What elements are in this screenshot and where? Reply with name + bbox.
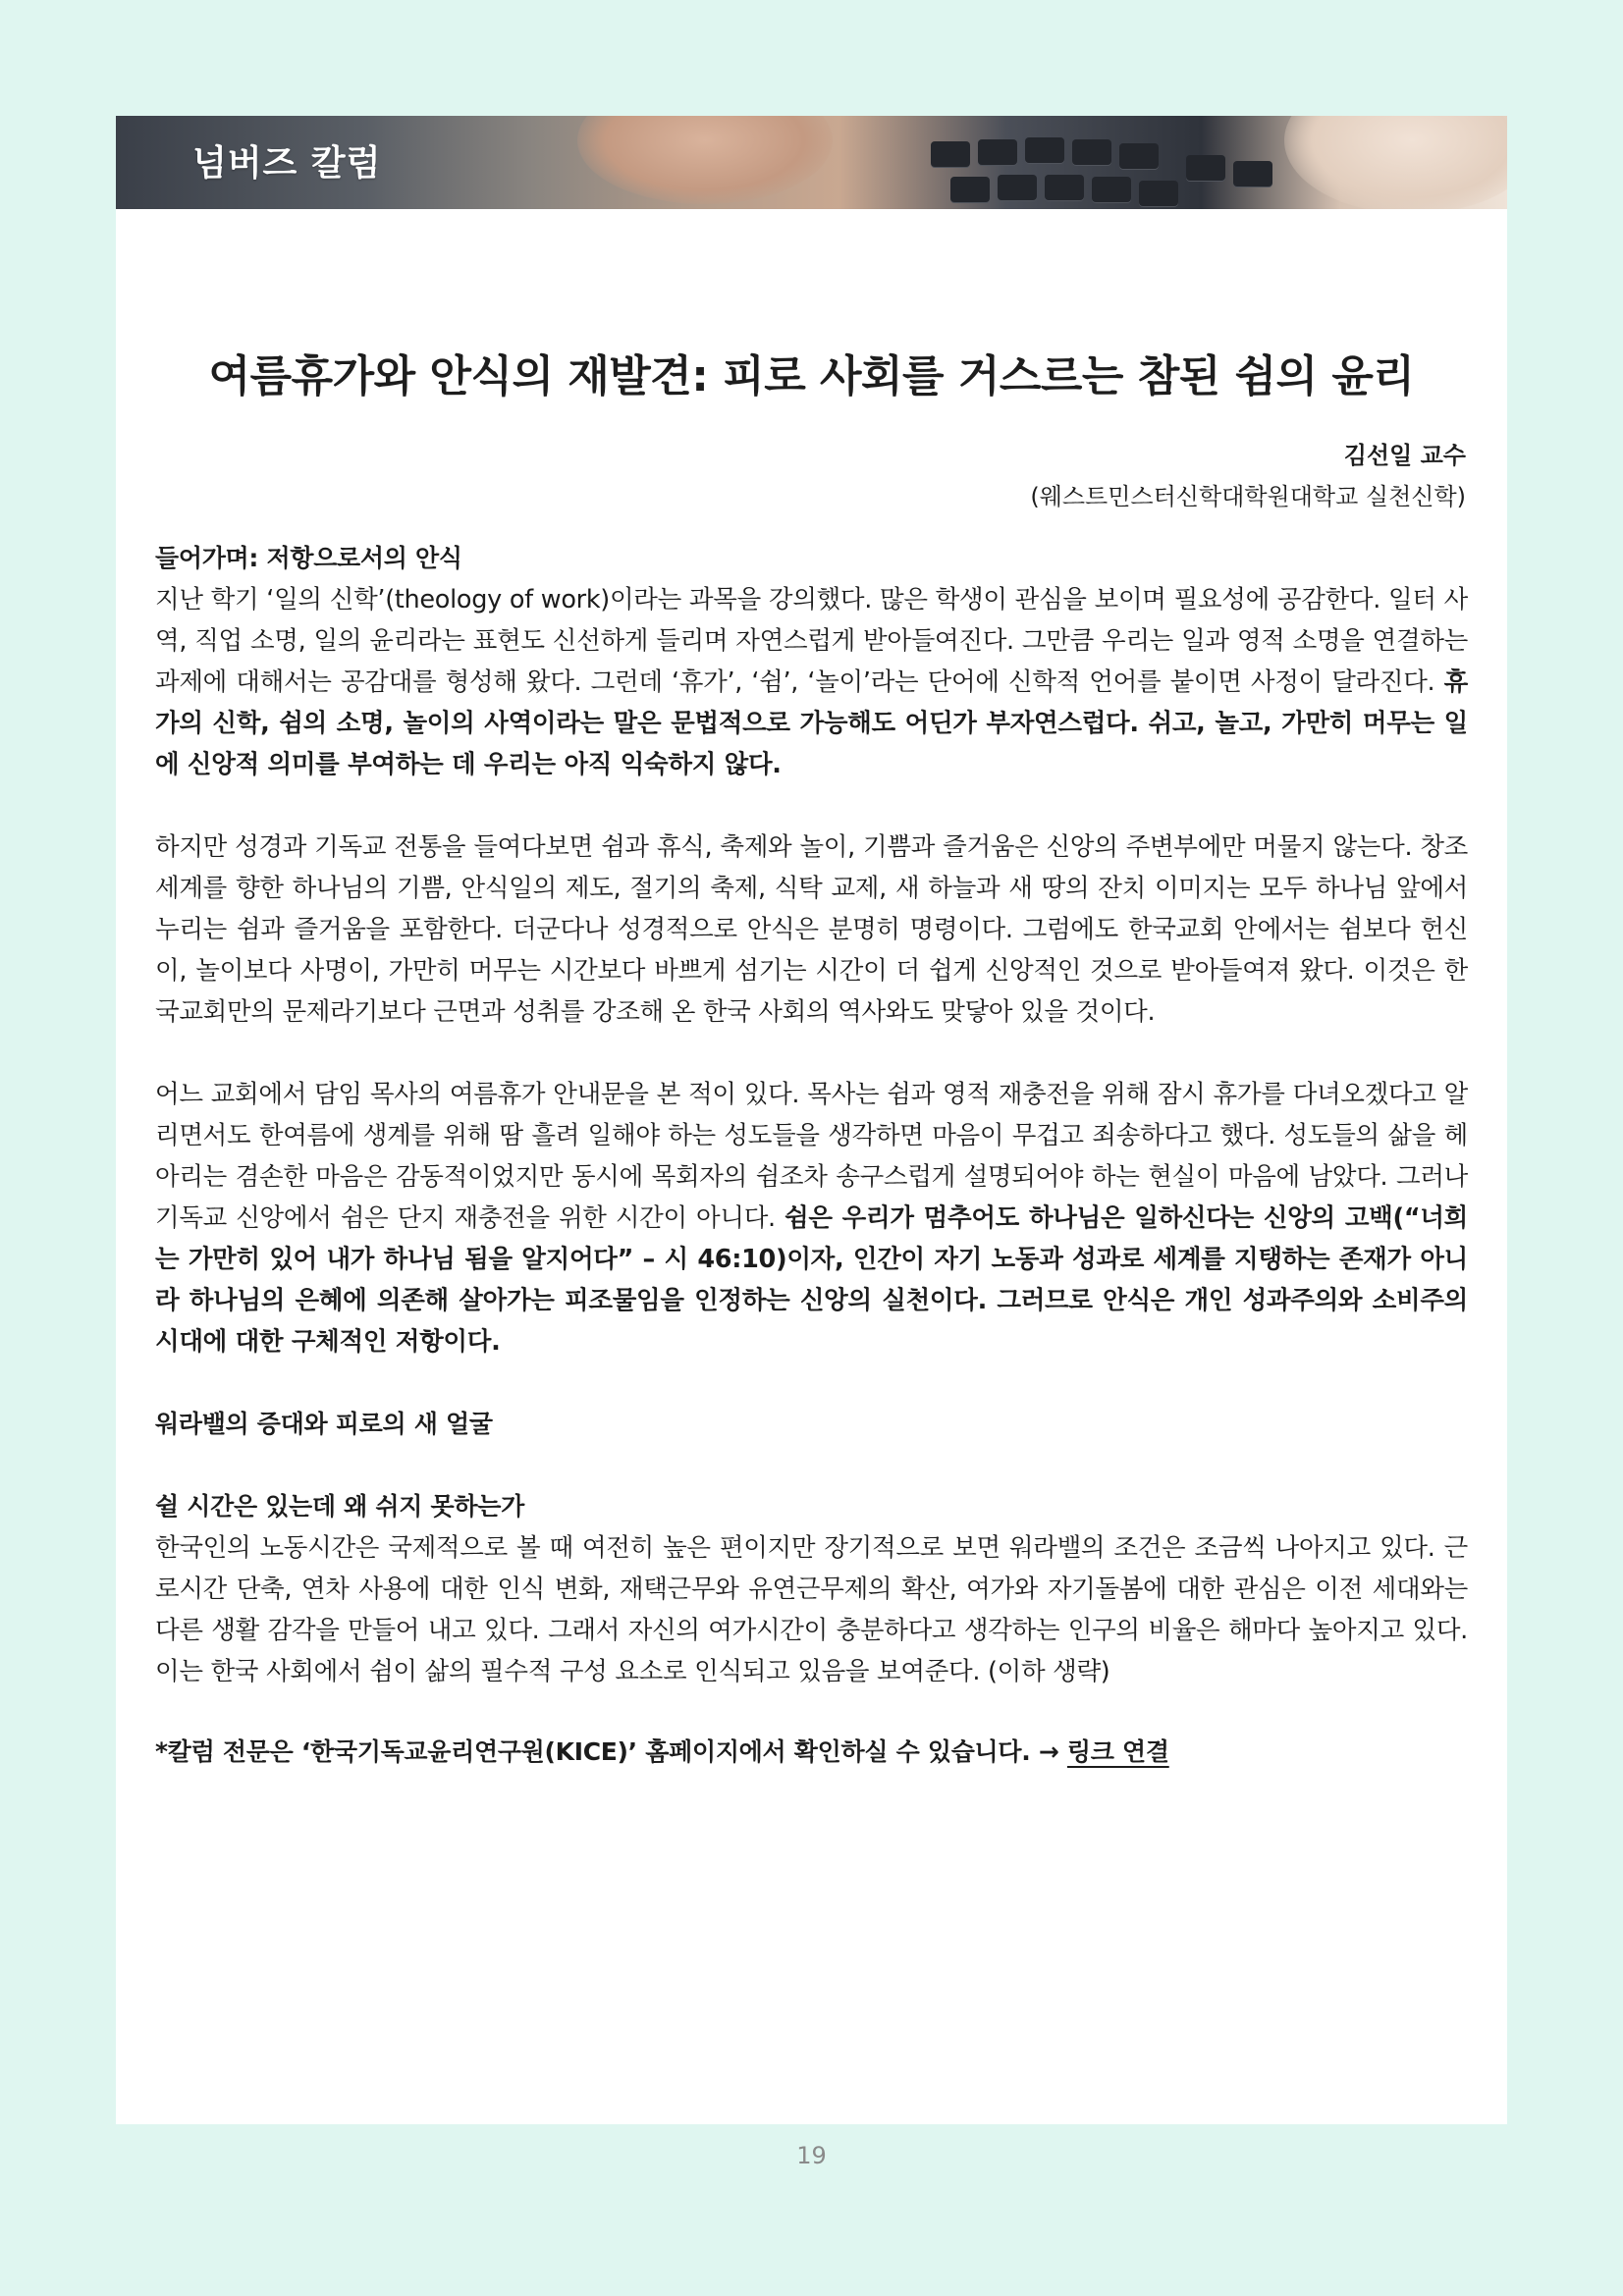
- paragraph-text: 지난 학기 ‘일의 신학’(theology of work)이라는 과목을 강의했다. 많은 학생이 관심을 보이며 필요성에 공감한다. 일터 사역, 직업 소명, 일의 윤리라는 표현도 신선하게 들리며 자연스럽게 받아들여진다. 그만큼 우리는 일과 영적 소명을 연결하는 과제에 대해서는 공감대를 형성해 왔다. 그런데 ‘휴가’, ‘쉼’, ‘놀이’라는 단어에 신학적 언어를 붙이면 사정이 달라진다.: [155, 585, 1468, 697]
- byline: [1030, 435, 1466, 517]
- banner-photo-hand: [577, 116, 833, 204]
- paragraph: 한국인의 노동시간은 국제적으로 볼 때 여전히 높은 편이지만 장기적으로 보면 워라밸의 조건은 조금씩 나아지고 있다. 근로시간 단축, 연차 사용에 대한 인식 변화, 재택근무와 유연근무제의 확산, 여가와 자기돌봄에 대한 관심은 이전 세대와는 다른 생활 감각을 만들어 내고 있다. 그래서 자신의 여가시간이 충분하다고 생각하는 인구의 비율은 해마다 높아지고 있다. 이는 한국 사회에서 쉼이 삶의 필수적 구성 요소로 인식되고 있음을 보여준다. (이하 생략): [155, 1533, 1468, 1686]
- page-number: 19: [796, 2142, 827, 2169]
- footer-note: [155, 1732, 1468, 1773]
- paragraph-text: 어느 교회에서 담임 목사의 여름휴가 안내문을 본 적이 있다. 목사는 쉼과 영적 재충전을 위해 잠시 휴가를 다녀오겠다고 알리면서도 한여름에 생계를 위해 땀 흘려 일해야 하는 성도들을 생각하면 마음이 무겁고 죄송하다고 했다. 성도들의 삶을 헤아리는 겸손한 마음은 감동적이었지만 동시에 목회자의 쉼조차 송구스럽게 설명되어야 하는 현실이 마음에 남았다. 그러나 기독교 신앙에서 쉼은 단지 재충전을 위한 시간이 아니다.: [155, 1080, 1468, 1233]
- section-heading: 들어가며: 저항으로서의 안식: [155, 544, 462, 572]
- article-body: [155, 538, 1468, 1773]
- paragraph: [155, 579, 1468, 785]
- banner-photo-keyboard: [921, 133, 1333, 209]
- author-name: 김선일 교수: [1343, 442, 1466, 469]
- link-button[interactable]: 링크 연결: [1066, 1737, 1169, 1766]
- paragraph: [155, 1074, 1468, 1362]
- page-card: [116, 116, 1507, 2124]
- section-label: 넘버즈 칼럼: [192, 143, 382, 184]
- paragraph-emphasis: 휴가의 신학, 쉼의 소명, 놀이의 사역이라는 말은 문법적으로 가능해도 어딘가 부자연스럽다. 쉬고, 놀고, 가만히 머무는 일에 신앙적 의미를 부여하는 데 우리는 아직 익숙하지 않다.: [155, 667, 1468, 779]
- paragraph: 하지만 성경과 기독교 전통을 들여다보면 쉼과 휴식, 축제와 놀이, 기쁨과 즐거움은 신앙의 주변부에만 머물지 않는다. 창조 세계를 향한 하나님의 기쁨, 안식일의 제도, 절기의 축제, 식탁 교제, 새 하늘과 새 땅의 잔치 이미지는 모두 하나님 앞에서 누리는 쉼과 즐거움을 포함한다. 더군다나 성경적으로 안식은 분명히 명령이다. 그럼에도 한국교회 안에서는 쉼보다 헌신이, 놀이보다 사명이, 가만히 머무는 시간보다 바쁘게 섬기는 시간이 더 쉽게 신앙적인 것으로 받아들여져 왔다. 이것은 한국교회만의 문제라기보다 근면과 성취를 강조해 온 한국 사회의 역사와도 맞닿아 있을 것이다.: [155, 832, 1469, 1027]
- paragraph-emphasis: 쉼은 우리가 멈추어도 하나님은 일하신다는 신앙의 고백(“너희는 가만히 있어 내가 하나님 됨을 알지어다” – 시 46:10)이자, 인간이 자기 노동과 성과로 세계를 지탱하는 존재가 아니라 하나님의 은혜에 의존해 살아가는 피조물임을 인정하는 신앙의 실천이다. 그러므로 안식은 개인 성과주의와 소비주의 시대에 대한 구체적인 저항이다.: [155, 1203, 1468, 1357]
- footer-note-text: *칼럼 전문은 ‘한국기독교윤리연구원(KICE)’ 홈페이지에서 확인하실 수 있습니다. →: [155, 1737, 1067, 1766]
- subsection-heading: 쉴 시간은 있는데 왜 쉬지 못하는가: [155, 1492, 524, 1521]
- section-heading: 워라밸의 증대와 피로의 새 얼굴: [155, 1410, 493, 1438]
- article-title: 여름휴가와 안식의 재발견: 피로 사회를 거스르는 참된 쉼의 윤리: [208, 351, 1415, 402]
- author-affiliation: (웨스트민스터신학대학원대학교 실천신학): [1030, 483, 1466, 510]
- column-banner: [116, 116, 1507, 209]
